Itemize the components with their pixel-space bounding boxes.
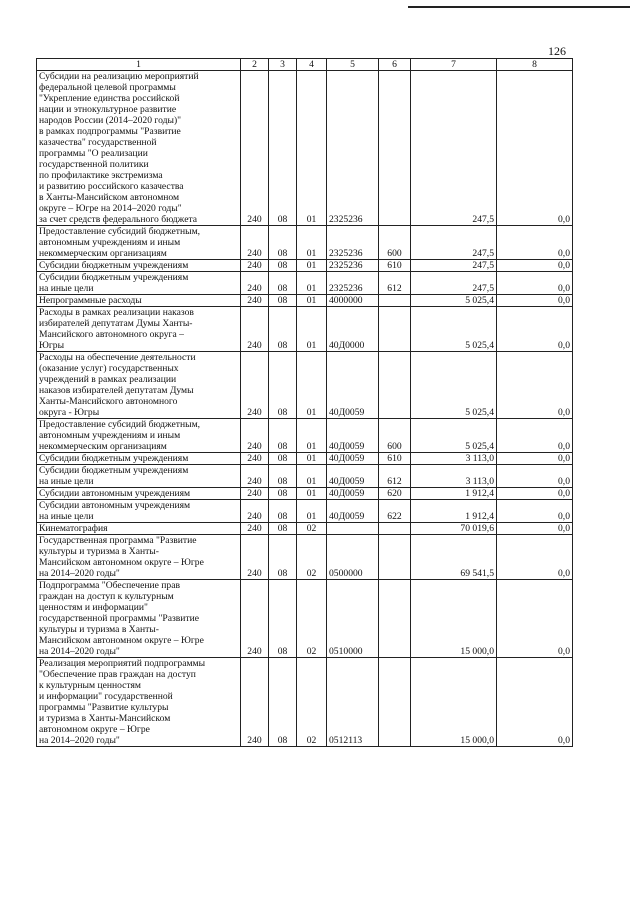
row-code-admin: 240: [241, 535, 269, 580]
row-code-subsection: 02: [297, 523, 327, 535]
row-code-target: 0500000: [327, 535, 379, 580]
row-amount: 15 000,0: [411, 580, 497, 658]
row-code-target: 0512113: [327, 658, 379, 747]
row-code-type: 612: [379, 465, 411, 488]
row-code-section: 08: [269, 419, 297, 453]
column-header: 7: [411, 59, 497, 71]
row-code-target: 40Д0000: [327, 307, 379, 352]
table-row: [37, 226, 573, 260]
row-amount: 247,5: [411, 226, 497, 260]
row-code-admin: 240: [241, 488, 269, 500]
row-code-admin: 240: [241, 500, 269, 523]
row-name: Субсидии бюджетным учреждениям на иные цели: [37, 465, 241, 488]
column-header: 3: [269, 59, 297, 71]
column-header: 2: [241, 59, 269, 71]
page-number: 126: [548, 44, 566, 58]
table-row: [37, 352, 573, 419]
row-code-subsection: 01: [297, 71, 327, 226]
row-code-target: 40Д0059: [327, 419, 379, 453]
row-amount: 247,5: [411, 260, 497, 272]
row-code-admin: 240: [241, 419, 269, 453]
row-code-admin: 240: [241, 453, 269, 465]
row-amount-subvention: 0,0: [497, 295, 573, 307]
row-code-section: 08: [269, 307, 297, 352]
row-code-target: 40Д0059: [327, 352, 379, 419]
table-row: [37, 419, 573, 453]
row-code-subsection: 01: [297, 260, 327, 272]
row-code-target: 2325236: [327, 226, 379, 260]
row-code-target: 2325236: [327, 260, 379, 272]
table-row: [37, 260, 573, 272]
row-code-target: 2325236: [327, 71, 379, 226]
row-code-target: 40Д0059: [327, 465, 379, 488]
row-code-section: 08: [269, 352, 297, 419]
column-header: 6: [379, 59, 411, 71]
row-code-subsection: 02: [297, 580, 327, 658]
row-amount: 5 025,4: [411, 307, 497, 352]
table-body: [37, 71, 573, 747]
row-amount-subvention: 0,0: [497, 465, 573, 488]
row-code-type: 610: [379, 453, 411, 465]
row-amount-subvention: 0,0: [497, 307, 573, 352]
row-code-target: 0510000: [327, 580, 379, 658]
table-row: [37, 580, 573, 658]
row-code-type: [379, 535, 411, 580]
row-amount-subvention: 0,0: [497, 658, 573, 747]
row-name: Непрограммные расходы: [37, 295, 241, 307]
row-code-type: [379, 307, 411, 352]
row-code-subsection: 01: [297, 488, 327, 500]
row-code-admin: 240: [241, 352, 269, 419]
row-code-section: 08: [269, 658, 297, 747]
row-code-type: 600: [379, 226, 411, 260]
row-amount-subvention: 0,0: [497, 419, 573, 453]
row-code-subsection: 01: [297, 272, 327, 295]
row-code-section: 08: [269, 260, 297, 272]
row-code-section: 08: [269, 465, 297, 488]
row-amount: 15 000,0: [411, 658, 497, 747]
column-header: 1: [37, 59, 241, 71]
table-row: [37, 453, 573, 465]
row-code-target: 40Д0059: [327, 500, 379, 523]
row-code-type: [379, 580, 411, 658]
table-row: [37, 295, 573, 307]
row-amount: 5 025,4: [411, 295, 497, 307]
table-row: [37, 535, 573, 580]
row-name: Субсидии автономным учреждениям на иные цели: [37, 500, 241, 523]
row-amount: 247,5: [411, 272, 497, 295]
row-code-type: [379, 352, 411, 419]
row-amount: 3 113,0: [411, 453, 497, 465]
row-amount-subvention: 0,0: [497, 535, 573, 580]
row-code-section: 08: [269, 71, 297, 226]
row-code-subsection: 02: [297, 658, 327, 747]
row-code-section: 08: [269, 523, 297, 535]
row-amount-subvention: 0,0: [497, 488, 573, 500]
row-amount-subvention: 0,0: [497, 453, 573, 465]
row-amount: 1 912,4: [411, 488, 497, 500]
row-code-type: 610: [379, 260, 411, 272]
row-code-target: 4000000: [327, 295, 379, 307]
row-code-subsection: 01: [297, 419, 327, 453]
row-code-subsection: 01: [297, 307, 327, 352]
row-code-admin: 240: [241, 71, 269, 226]
row-code-type: 622: [379, 500, 411, 523]
row-code-subsection: 01: [297, 465, 327, 488]
row-code-section: 08: [269, 535, 297, 580]
row-code-type: 620: [379, 488, 411, 500]
row-code-subsection: 01: [297, 295, 327, 307]
row-code-target: 40Д0059: [327, 488, 379, 500]
row-code-admin: 240: [241, 226, 269, 260]
row-name: Расходы на обеспечение деятельности (оказание услуг) государственных учреждений в рамках реализации наказов избирателей депутатам Думы Ханты-Мансийского автономного округа - Югры: [37, 352, 241, 419]
row-code-subsection: 01: [297, 453, 327, 465]
row-code-subsection: 02: [297, 535, 327, 580]
row-code-target: 40Д0059: [327, 453, 379, 465]
row-name: Реализация мероприятий подпрограммы "Обеспечение прав граждан на доступ к культурным ценностям и информации" государственной программы "Развитие культуры и туризма в Ханты-Мансийском автономном округе – Югре на 2014–2020 годы": [37, 658, 241, 747]
row-code-section: 08: [269, 500, 297, 523]
row-code-admin: 240: [241, 580, 269, 658]
row-amount-subvention: 0,0: [497, 260, 573, 272]
table-row: [37, 465, 573, 488]
row-amount-subvention: 0,0: [497, 226, 573, 260]
row-code-section: 08: [269, 226, 297, 260]
table-row: [37, 307, 573, 352]
row-name: Государственная программа "Развитие культуры и туризма в Ханты- Мансийском автономном округе – Югре на 2014–2020 годы": [37, 535, 241, 580]
table-row: [37, 272, 573, 295]
row-code-type: [379, 71, 411, 226]
row-code-target: 2325236: [327, 272, 379, 295]
row-amount: 5 025,4: [411, 419, 497, 453]
row-code-admin: 240: [241, 295, 269, 307]
row-code-target: [327, 523, 379, 535]
row-code-admin: 240: [241, 523, 269, 535]
row-code-section: 08: [269, 488, 297, 500]
row-name: Расходы в рамках реализации наказов избирателей депутатам Думы Ханты- Мансийского автономного округа – Югры: [37, 307, 241, 352]
table-row: [37, 500, 573, 523]
table-header-row: [37, 59, 573, 71]
row-code-section: 08: [269, 272, 297, 295]
row-name: Предоставление субсидий бюджетным, автономным учреждениям и иным некоммерческим организациям: [37, 419, 241, 453]
row-code-admin: 240: [241, 307, 269, 352]
row-code-subsection: 01: [297, 352, 327, 419]
row-name: Субсидии бюджетным учреждениям: [37, 453, 241, 465]
row-amount-subvention: 0,0: [497, 272, 573, 295]
row-code-section: 08: [269, 580, 297, 658]
row-code-type: [379, 523, 411, 535]
row-amount: 3 113,0: [411, 465, 497, 488]
row-amount-subvention: 0,0: [497, 523, 573, 535]
row-code-admin: 240: [241, 465, 269, 488]
row-name: Субсидии бюджетным учреждениям на иные цели: [37, 272, 241, 295]
row-amount-subvention: 0,0: [497, 580, 573, 658]
table-row: [37, 658, 573, 747]
row-code-section: 08: [269, 295, 297, 307]
row-amount: 5 025,4: [411, 352, 497, 419]
column-header: 8: [497, 59, 573, 71]
top-rule: [408, 6, 630, 8]
row-amount-subvention: 0,0: [497, 71, 573, 226]
row-code-type: 600: [379, 419, 411, 453]
row-amount: 247,5: [411, 71, 497, 226]
row-code-subsection: 01: [297, 226, 327, 260]
row-code-section: 08: [269, 453, 297, 465]
row-name: Кинематография: [37, 523, 241, 535]
table-row: [37, 71, 573, 226]
row-name: Предоставление субсидий бюджетным, автономным учреждениям и иным некоммерческим организациям: [37, 226, 241, 260]
row-name: Субсидии на реализацию мероприятий федеральной целевой программы "Укрепление единства российской нации и этнокультурное развитие народов России (2014–2020 годы)" в рамках подпрограммы "Развитие казачества" государственной программы "О реализации государственной политики по профилактике экстремизма и развитию российского казачества в Ханты-Мансийском автономном округе – Югре на 2014–2020 годы" за счет средств федерального бюджета: [37, 71, 241, 226]
column-header: 5: [327, 59, 379, 71]
row-code-type: [379, 658, 411, 747]
table-row: [37, 488, 573, 500]
table-row: [37, 523, 573, 535]
row-amount-subvention: 0,0: [497, 500, 573, 523]
row-name: Подпрограмма "Обеспечение прав граждан на доступ к культурным ценностям и информации" государственной программы "Развитие культуры и туризма в Ханты- Мансийском автономном округе – Югре на 2014–2020 годы": [37, 580, 241, 658]
row-amount: 1 912,4: [411, 500, 497, 523]
row-name: Субсидии автономным учреждениям: [37, 488, 241, 500]
row-amount: 69 541,5: [411, 535, 497, 580]
row-code-type: [379, 295, 411, 307]
row-code-admin: 240: [241, 658, 269, 747]
column-header: 4: [297, 59, 327, 71]
row-amount: 70 019,6: [411, 523, 497, 535]
row-code-admin: 240: [241, 260, 269, 272]
row-code-subsection: 01: [297, 500, 327, 523]
row-name: Субсидии бюджетным учреждениям: [37, 260, 241, 272]
row-amount-subvention: 0,0: [497, 352, 573, 419]
row-code-admin: 240: [241, 272, 269, 295]
row-code-type: 612: [379, 272, 411, 295]
budget-table: [36, 58, 573, 747]
